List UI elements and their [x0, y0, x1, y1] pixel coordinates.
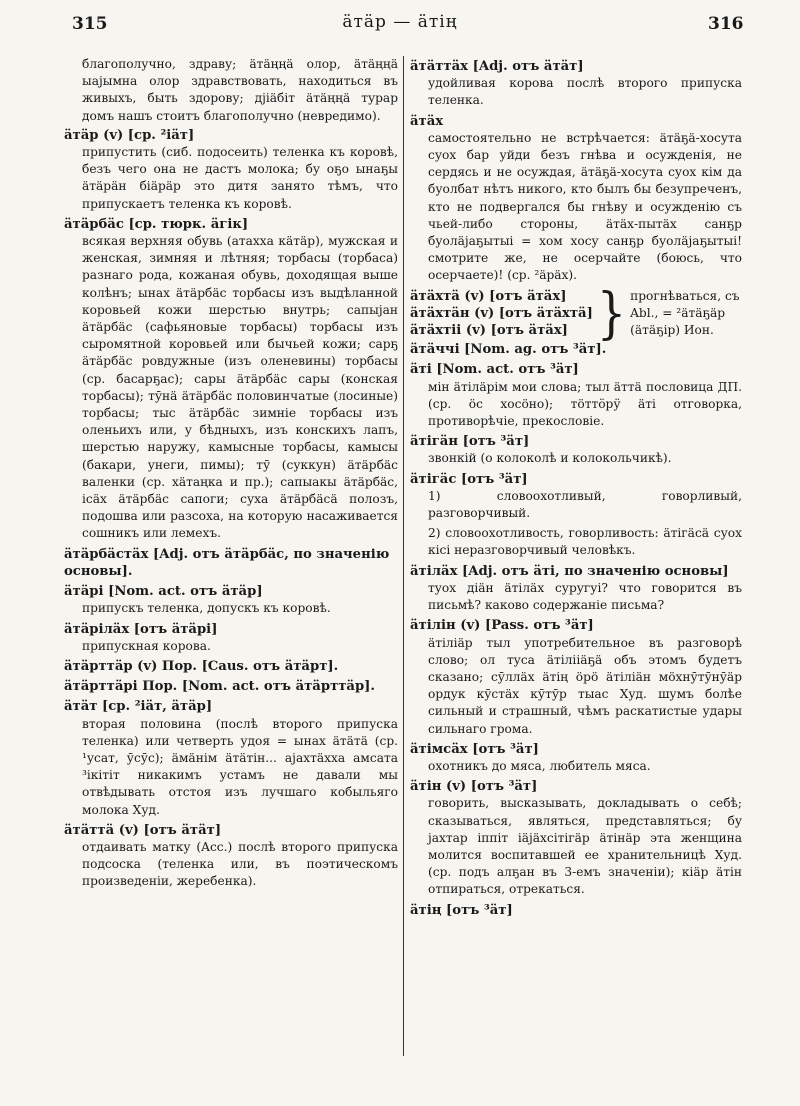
entry-headword: äтi [Nom. act. отъ ³äт] [410, 362, 579, 378]
entry-group [410, 281, 742, 346]
entry-headword: äтäх [410, 113, 444, 129]
entry [64, 658, 398, 675]
entry [64, 698, 398, 818]
entry-headword: äтiлiн (v) [Pass. отъ ³äт] [410, 618, 594, 634]
entry-headword: äтiн (v) [отъ ³äт] [410, 779, 538, 795]
entry-definition: отдаивать матку (Acc.) послѣ второго припуска подсоска (теленка или, въ поэтическомъ произведеніи, жеребенка). [82, 839, 398, 889]
entry-headword: äтäхтii (v) [отъ äтäх] [410, 323, 568, 339]
column-divider [403, 56, 404, 1056]
entry-definition: мiн äтiлäрiм мои слова; тыл äттä пословица ДП. (ср. öс хосöно); тöттӧрӱ äтi отговорка, противорѣчіе, прекословіе. [428, 379, 742, 429]
entry-definition: äтiлiäр тыл употребительное въ разговорѣ слово; ол туса äтiлiiäҕä объ этомъ будетъ сказано; сӯллäх äтiң öрö äтiлiäн мöхнӯтӯнӯäр ордук кӯстäх кӯтӯр тыас Худ. шумъ болѣе сильный и страшный, чѣмъ раскатистые удары сильнаго грома. [428, 635, 742, 736]
entry [64, 678, 398, 695]
entry-headword: äтiгäн [отъ ³äт] [410, 434, 530, 450]
entry-headword: äтäрттäрi Пор. [Nom. act. отъ äтäрттäр]. [64, 679, 376, 695]
entry-definition: вторая половина (послѣ второго припуска теленка) или четверть удоя = ынах äтäтä (ср. ¹усат, ӯсӯс); äмäнiм äтäтiн... аjахтäхха амсата ³iкiтiт никакимъ устамъ не давали мы отвѣдывать отстоя изъ лучшаго кобыльяго молока Худ. [82, 716, 398, 817]
entry-definition: 1) словоохотливый, говорливый, разговорчивый. [428, 488, 742, 521]
entry-definition: самостоятельно не встрѣчается: äтäҕä-хосута суох бар уйди безъ гнѣва и осужденія, не сердясь и не осуждая, äтäҕä-хосута суох кiм да буолбат нѣтъ никого, кто былъ бы безупреченъ, кто не подвергался бы гнѣву и осужденію съ чьей-либо стороны, äтäх-пытäх санҕр буолäjаҕытыi = хом хосу санҕр буолäjаҕытыi! смотрите же, не осерчайте (боюсь, что осерчаете)! (ср. ²äрäх). [428, 130, 742, 283]
entry-definition: всякая верхняя обувь (атахха кäтäр), мужская и женская, зимняя и лѣтняя; торбасы (торбаса) разнаго рода, кожаная обувь, доходящая выше колѣнъ; ынах äтäрбäс торбасы изъ выдѣланной коровьей кожи шерстью внутрь; сапыjан äтäрбäс (сафьяновые торбасы) торбасы изъ сыромятной коровьей или бычьей кожи; сарҕ äтäрбäс ровдужные (изъ оленевины) торбасы (ср. басарҕас); сары äтäрбäс сары (конская торбасы); тӯнä äтäрбäс половинчатые (лосиные) торбасы; тыс äтäрбäс зимніе торбасы изъ оленьихъ или, у бѣдныхъ, изъ конскихъ лапъ, шерстью наружу, камысные торбасы, камысы (бакари, унеги, пимы); тӯ (суккун) äтäрбäс валенки (ср. хäтаңка и пр.); сапыакы äтäрбäс, iсäх äтäрбäс сапоги; суха äтäрбäсä полозъ, подошва или разсоха, на которую насаживается сошникъ или лемехъ. [82, 234, 398, 541]
entry-headword: äтäхтäн (v) [отъ äтäхтä] [410, 305, 593, 321]
entry [410, 617, 742, 737]
page-number-right: 316 [708, 14, 744, 34]
entry [410, 902, 742, 919]
entry [64, 583, 398, 617]
entry [410, 361, 742, 430]
entry-definition: туох дiäн äтiлäх суругуi? что говорится въ письмѣ? каково содержаніе письма? [428, 580, 742, 613]
entry-definition: охотникъ до мяса, любитель мяса. [428, 758, 651, 773]
entry [410, 471, 742, 560]
entry-definition-2: 2) словоохотливость, говорливость: äтiгäсä суох кiсi неразговорчивый человѣкъ. [428, 526, 742, 558]
left-column [64, 56, 398, 1096]
entry [410, 58, 742, 110]
entry-definition: звонкій (о колоколѣ и колокольчикѣ). [428, 451, 672, 466]
entry [64, 127, 398, 213]
entry-headword: äтäрiлäх [отъ äтäрi] [64, 621, 218, 637]
entry-definition: припускная корова. [82, 638, 211, 653]
entry [64, 216, 398, 543]
entry-headword: äтäр (v) [ср. ²iäт] [64, 127, 195, 143]
entry-definition: припускъ теленка, допускъ къ коровѣ. [82, 601, 331, 616]
brace-glyph: } [596, 281, 627, 346]
entry-headword: äтäччi [Nom. ag. отъ ³äт]. [410, 342, 607, 358]
entry [410, 113, 742, 285]
entry [410, 341, 742, 358]
entry-headword: äтäрбäс [ср. тюрк. äгiк] [64, 216, 249, 232]
entry-headword: äтiмсäх [отъ ³äт] [410, 741, 539, 757]
entry-headword: äтäхтä (v) [отъ äтäх] [410, 288, 567, 304]
entry-headword: äтäрi [Nom. act. отъ äтäр] [64, 584, 263, 600]
entry-definition: припустить (сиб. подосеить) теленка къ коровѣ, безъ чего она не дастъ молока; бу оҕо ынаҕы äтäрäн бiäрäр это дитя занято тѣмъ, что припускаетъ теленка къ коровѣ. [82, 145, 398, 211]
entry-headword: äтiгäс [отъ ³äт] [410, 471, 528, 487]
entry [410, 778, 742, 898]
group-headwords [410, 288, 593, 340]
continuation-text: благополучно, здраву; äтäңңä олор, äтäңңä ыаjымна олор здравствовать, находиться въ живыхъ, быть здорову; дjiäбiт äтäңңä турар домъ нашъ стоитъ благополучно (невредимо). [82, 57, 398, 123]
entry [410, 563, 742, 615]
page-header [0, 0, 800, 48]
running-title: äтäр — äтiң [342, 12, 458, 32]
entry-headword: äтäт [ср. ²iäт, äтäр] [64, 699, 213, 715]
entry-definition: удойливая корова послѣ второго припуска теленка. [428, 76, 742, 108]
entry [64, 621, 398, 655]
entry-headword: äтiлäх [Adj. отъ äтi, по значенію основы] [410, 563, 729, 579]
entry-headword: äтäрттäр (v) Пор. [Caus. отъ äтäрт]. [64, 658, 339, 674]
entry-headword: äтäттäх [Adj. отъ äтäт] [410, 59, 584, 74]
entry [64, 546, 398, 580]
entry-headword: äтiң [отъ ³äт] [410, 902, 513, 918]
right-column [410, 56, 742, 1096]
entry [64, 822, 398, 891]
page-number-left: 315 [72, 14, 108, 34]
entry-headword: äтäрбäстäх [Adj. отъ äтäрбäс, по значенію основы]. [64, 546, 390, 579]
group-definition: прогнѣваться, съ Abl., = ²äтäҕäр (äтäҕiр) Ион. [630, 288, 740, 338]
entry [410, 741, 742, 775]
entry [410, 433, 742, 467]
entry-headword: äтäттä (v) [отъ äтäт] [64, 822, 222, 838]
entry-definition: говорить, высказывать, докладывать о себѣ; сказываться, являться, представляться; бу jахтар iппiт iäjäхсiтiгäр äтiнäр эта женщина молится воспитавшей ее хранительницѣ Худ. (ср. подъ алҕан въ 3-емъ значеніи); кiäр äтiн отпираться, отрекаться. [428, 796, 742, 897]
